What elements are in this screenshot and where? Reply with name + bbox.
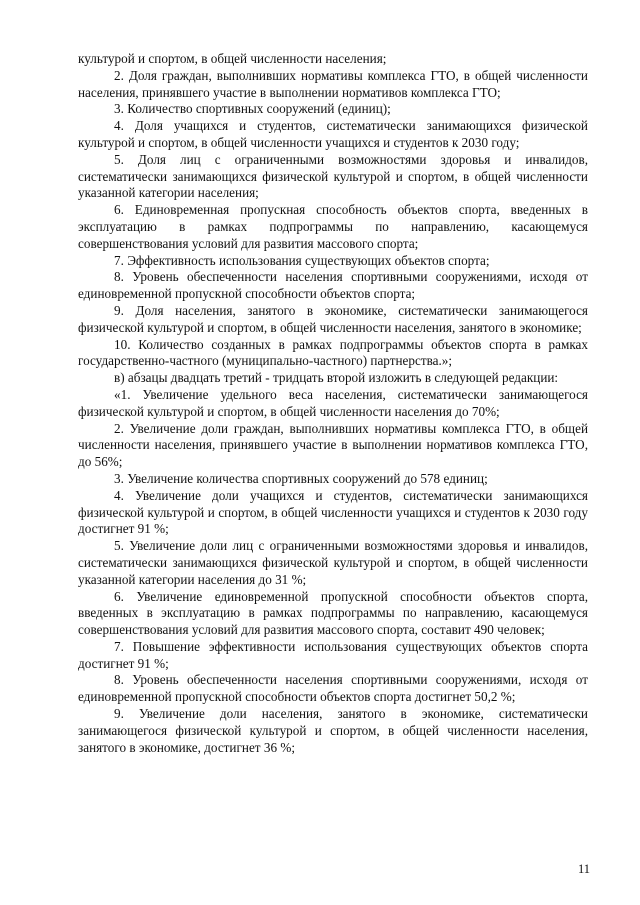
- paragraph: 2. Доля граждан, выполнивших нормативы комплекса ГТО, в общей численности населения, принявшего участие в выполнении нормативов комплекса ГТО;: [78, 67, 588, 100]
- paragraph: 7. Эффективность использования существующих объектов спорта;: [114, 252, 490, 268]
- paragraph: 4. Увеличение доли учащихся и студентов, систематически занимающихся физической культурой и спортом, в общей численности учащихся и студентов к 2030 году достигнет 91 %;: [78, 487, 588, 537]
- paragraph: культурой и спортом, в общей численности населения;: [78, 51, 387, 66]
- paragraph: 3. Количество спортивных сооружений (единиц);: [114, 101, 391, 117]
- paragraph: 9. Увеличение доли населения, занятого в экономике, систематически занимающегося физической культурой и спортом, в общей численности населения, занятого в экономике, достигнет 36 %;: [78, 706, 588, 755]
- paragraph: 5. Доля лиц с ограниченными возможностями здоровья и инвалидов, систематически занимающихся физической культурой и спортом, в общей численности указанной категории населения;: [78, 151, 588, 201]
- page-number: 11: [577, 862, 590, 876]
- paragraph: 9. Доля населения, занятого в экономике, систематически занимающегося физической культурой и спортом, в общей численности населения, занятого в экономике;: [78, 302, 588, 335]
- paragraph: 7. Повышение эффективности использования существующих объектов спорта достигнет 91 %;: [78, 638, 588, 671]
- paragraph: в) абзацы двадцать третий - тридцать второй изложить в следующей редакции:: [114, 370, 559, 386]
- paragraph: 3. Увеличение количества спортивных сооружений до 578 единиц;: [114, 470, 488, 486]
- paragraph: 6. Увеличение единовременной пропускной способности объектов спорта, введенных в эксплуатацию в рамках подпрограммы по направлению, касающемуся совершенствования условий для развития массового спорта, составит 490 человек;: [78, 588, 588, 638]
- paragraph: 5. Увеличение доли лиц с ограниченными возможностями здоровья и инвалидов, систематически занимающихся физической культурой и спортом, в общей численности указанной категории населения до 31 %;: [78, 538, 588, 587]
- paragraph: 10. Количество созданных в рамках подпрограммы объектов спорта в рамках государственно-частного (муниципально-частного) партнерства.»;: [78, 336, 588, 369]
- paragraph: 6. Единовременная пропускная способность объектов спорта, введенных в эксплуатацию в рамках подпрограммы по направлению, касающемуся совершенствования условий для развития массового спорта;: [78, 202, 588, 251]
- document-body: [78, 51, 588, 756]
- paragraph: 4. Доля учащихся и студентов, систематически занимающихся физической культурой и спортом, в общей численности учащихся и студентов к 2030 году;: [78, 118, 588, 150]
- paragraph: 8. Уровень обеспеченности населения спортивными сооружениями, исходя от единовременной пропускной способности объектов спорта достигнет 50,2 %;: [78, 672, 588, 705]
- paragraph: 8. Уровень обеспеченности населения спортивными сооружениями, исходя от единовременной пропускной способности объектов спорта;: [78, 269, 588, 302]
- paragraph: 2. Увеличение доли граждан, выполнивших нормативы комплекса ГТО, в общей численности населения, принявшего участие в выполнении нормативов комплекса ГТО, до 56%;: [78, 420, 588, 470]
- paragraph: «1. Увеличение удельного веса населения, систематически занимающегося физической культурой и спортом, в общей численности населения до 70%;: [78, 386, 588, 419]
